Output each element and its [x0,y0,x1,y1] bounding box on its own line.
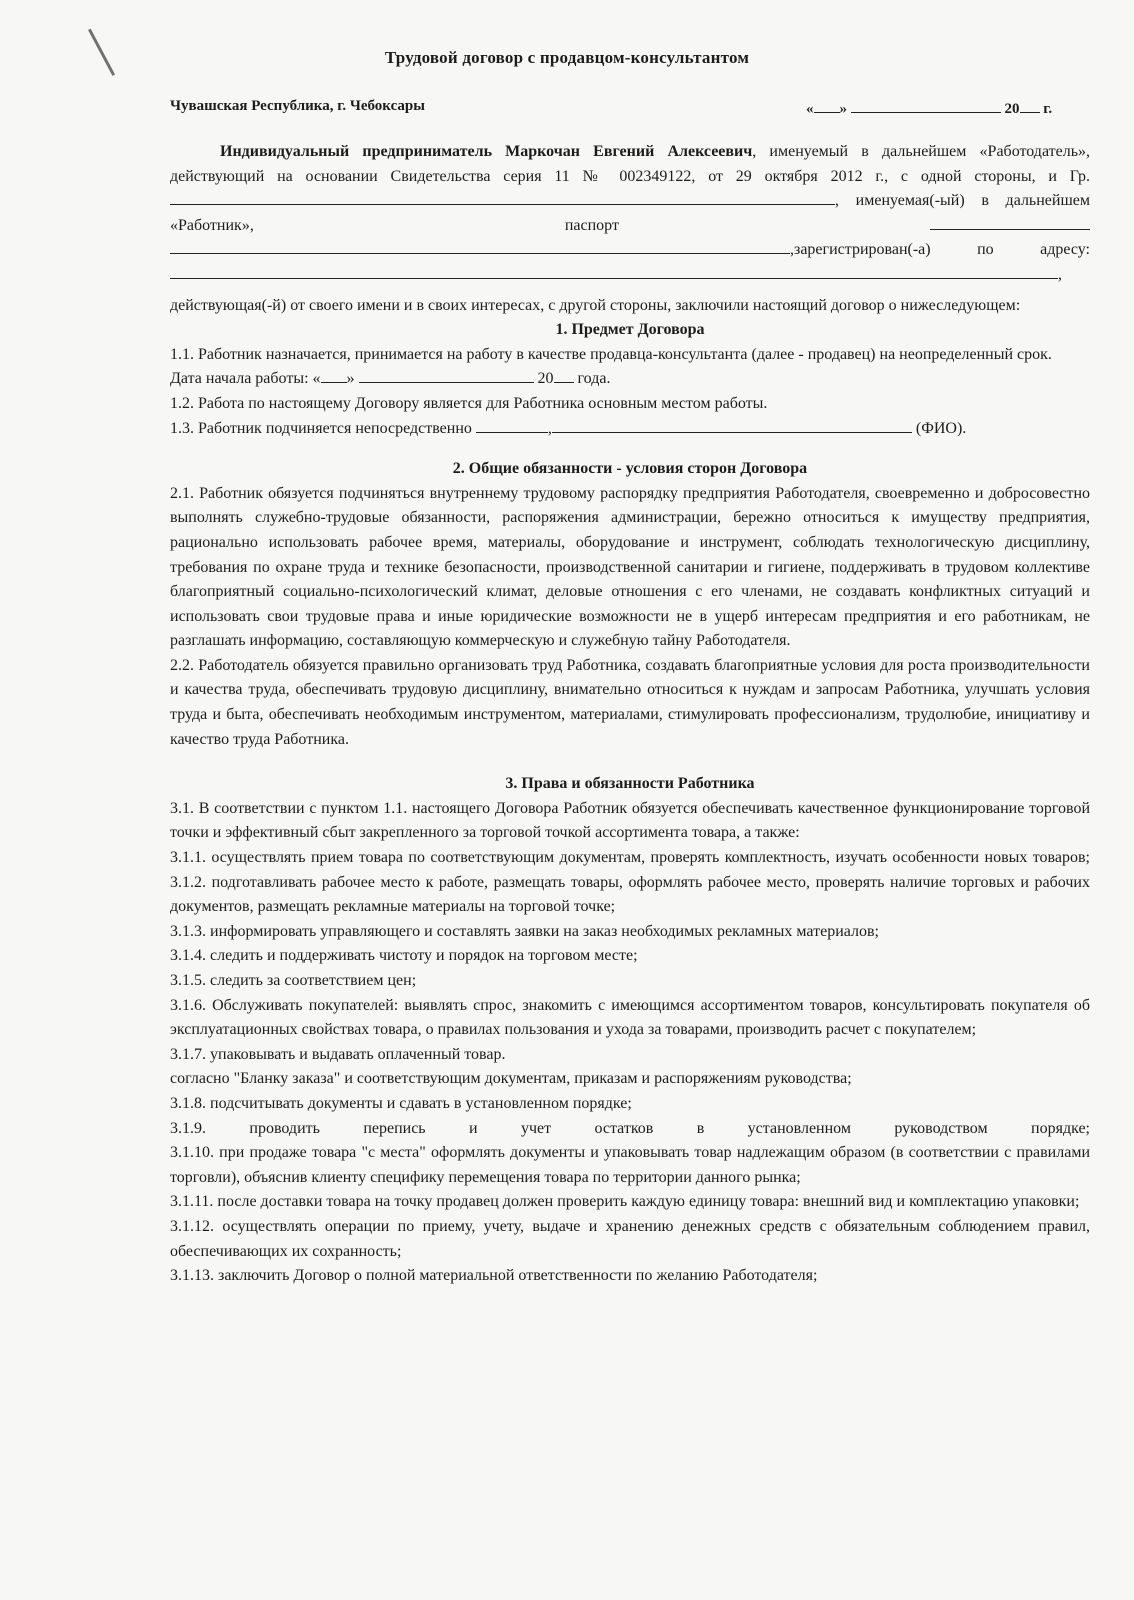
clause-1-2: 1.2. Работа по настоящему Договору является для Работника основным местом работы. [170,394,768,412]
clause-3-1-4: 3.1.4. следить и поддерживать чистоту и порядок на торговом месте; [170,947,638,965]
clause-1-3: 1.3. Работник подчиняется непосредственно , (ФИО). [170,419,967,437]
supervisor-blank-2 [552,418,912,433]
clause-3-1-7: 3.1.7. упаковывать и выдавать оплаченный товар. [170,1045,506,1063]
clause-1-1: 1.1. Работник назначается, принимается на работу в качестве продавца-консультанта (далее - продавец) на неопределенный срок. [170,345,1052,363]
employer-name: Индивидуальный предприниматель Маркочан Евгений Алексеевич [220,143,753,160]
clause-3-1-2: 3.1.2. подготавливать рабочее место к работе, размещать товары, оформлять рабочее место, проверять наличие торговых и рабочих документов, размещать рекламные материалы на торговой точке; [170,873,1090,916]
section-2-heading: 2. Общие обязанности - условия сторон Договора [452,460,808,478]
passport-blank-2 [170,239,790,254]
date-month-blank [851,98,1001,113]
start-year-blank [554,368,574,383]
date-day-blank [814,98,840,113]
document-title: Трудовой договор с продавцом-консультантом [384,48,750,67]
document-body [170,140,1090,1289]
start-month-blank [359,368,534,383]
preamble: Индивидуальный предприниматель Маркочан Евгений Алексеевич, именуемый в дальнейшем «Работодатель», действующий на основании Свидетельства серия 11 № 002349122, от 29 октября 2012 г., с одной стороны, и Гр. , именуемая(-ый) в дальнейшем «Работник», паспорт ,зарегистрирован(-а) по адресу: , [170,143,1091,283]
clause-3-1-5: 3.1.5. следить за соответствием цен; [170,972,417,989]
address-blank [170,264,1058,279]
employee-name-blank-2 [565,190,835,205]
clause-3-1-10: 3.1.10. при продаже товара "с места" оформлять документы и упаковывать товар надлежащим образом (в соответствии с правилами торговли), объяснив клиенту специфику перемещения товара по территории данного рынка; [170,1144,1090,1186]
start-day-blank [321,368,347,383]
date-year-blank [1020,98,1040,113]
contract-date: « » 20 г. [806,98,1052,118]
clause-3-1-1: 3.1.1. осуществлять прием товара по соответствующим документам, проверять комплектность, изучать особенности новых товаров; [170,849,1090,867]
clause-3-1: 3.1. В соответствии с пунктом 1.1. настоящего Договора Работник обязуется обеспечивать качественное функционирование торговой точки и эффективный сбыт закрепленного за торговой точкой ассортимента товара, а также: [170,799,1090,842]
clause-3-1-8: 3.1.8. подсчитывать документы и сдавать в установленном порядке; [170,1094,632,1112]
clause-2-1: 2.1. Работник обязуется подчиняться внутреннему трудовому распорядку предприятия Работодателя, своевременно и добросовестно выполнять служебно-трудовые обязанности, распоряжения администрации, бережно относиться к имуществу предприятия, рационально использовать рабочее время, материалы, оборудование и инструмент, соблюдать технологическую дисциплину, требования по охране труда и технике безопасности, производственной санитарии и гигиене, поддерживать в трудовом коллективе благоприятный социально-психологический климат, деловые отношения с его членами, не создавать конфликтных ситуаций и использовать свои трудовые права и иные юридические возможности не в ущерб интересам предприятия и его работникам, не разглашать информацию, составляющую коммерческую и служебную тайну Работодателя. [170,484,1090,650]
clause-3-1-9: 3.1.9. проводить перепись и учет остатков в установленном руководством порядке; [170,1119,1090,1137]
clause-2-2: 2.2. Работодатель обязуется правильно организовать труд Работника, создавать благоприятные условия для роста производительности и качества труда, обеспечивать трудовую дисциплину, внимательно относиться к нуждам и запросам Работника, улучшать условия труда и быта, обеспечивать необходимым инструментом, материалами, стимулировать профессионализм, трудолюбие, инициативу и качество труда Работника. [170,656,1090,748]
clause-3-1-11: 3.1.11. после доставки товара на точку продавец должен проверить каждую единицу товара: внешний вид и комплектацию упаковки; [170,1193,1080,1211]
clause-3-1-7-note: согласно "Бланку заказа" и соответствующим документам, приказам и распоряжениям руководства; [170,1070,852,1088]
section-1-heading: 1. Предмет Договора [555,321,705,339]
employee-name-blank-1 [170,190,565,205]
passport-blank-1 [930,215,1090,230]
supervisor-blank-1 [476,418,548,433]
clause-3-1-12: 3.1.12. осуществлять операции по приему, учету, выдаче и хранению денежных средств с обязательным соблюдением правил, обеспечивающих их сохранность; [170,1217,1090,1260]
start-date-line: Дата начала работы: « » 20 года. [170,370,611,388]
section-3-heading: 3. Права и обязанности Работника [505,775,755,793]
clause-3-1-3: 3.1.3. информировать управляющего и составлять заявки на заказ необходимых рекламных материалов; [170,922,879,940]
clause-3-1-6: 3.1.6. Обслуживать покупателей: выявлять спрос, знакомить с имеющимся ассортиментом товаров, консультировать покупателя об эксплуатационных свойствах товара, о правилах пользования и ухода за товарами, производить расчет с покупателем; [170,996,1090,1039]
clause-3-1-13: 3.1.13. заключить Договор о полной материальной ответственности по желанию Работодателя; [170,1267,818,1285]
contract-place: Чувашская Республика, г. Чебоксары [170,98,425,114]
preamble-closing: действующая(-й) от своего имени и в своих интересах, с другой стороны, заключили настоящий договор о нижеследующем: [170,296,1021,314]
